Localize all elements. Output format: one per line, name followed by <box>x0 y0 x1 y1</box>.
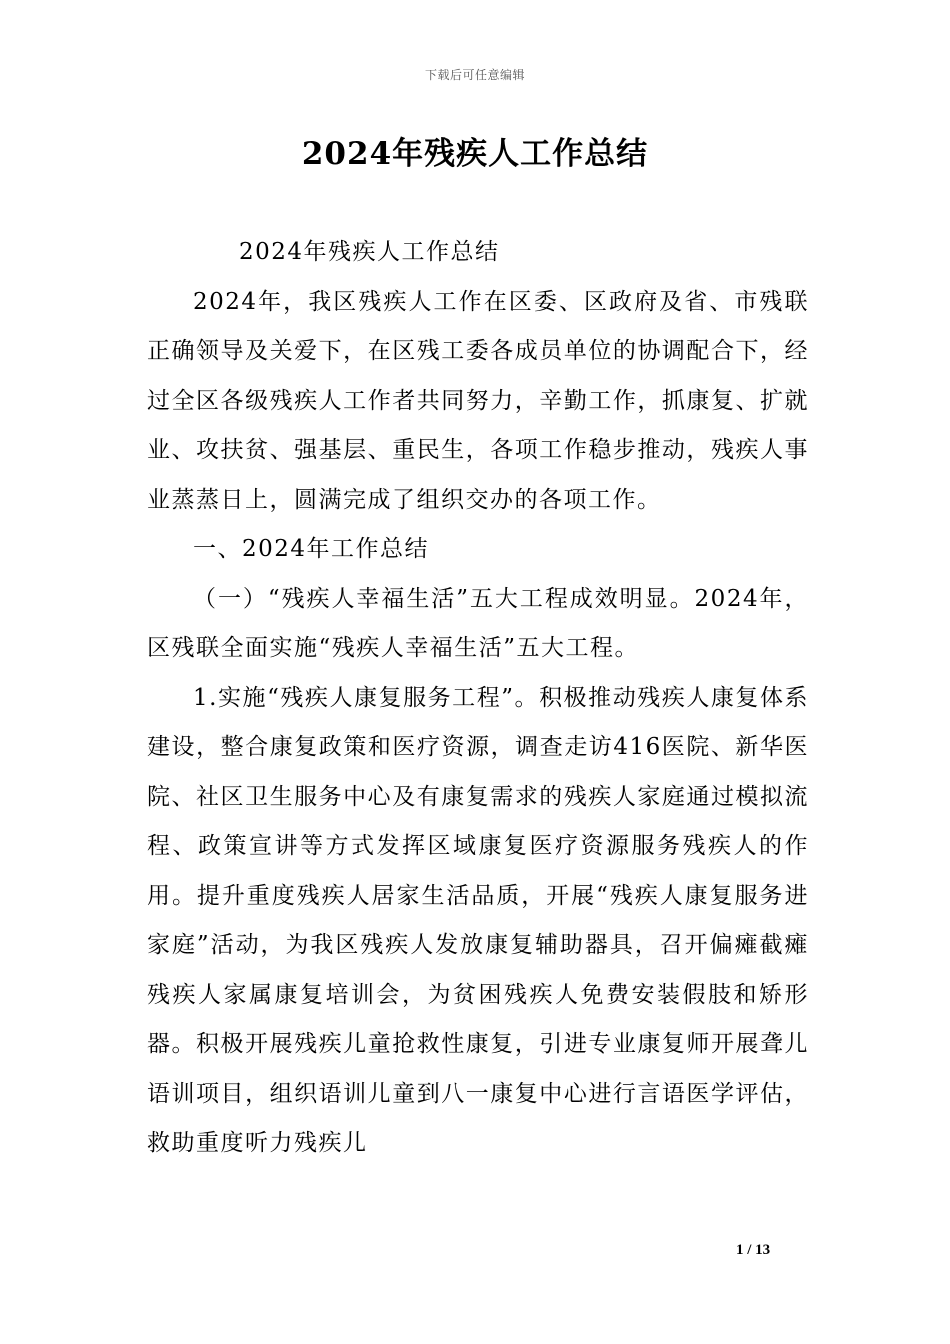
document-subtitle: 2024年残疾人工作总结 <box>239 239 500 265</box>
paragraph-intro: 2024年，我区残疾人工作在区委、区政府及省、市残联正确领导及关爱下，在区残工委各成员单位的协调配合下，经过全区各级残疾人工作者共同努力，辛勤工作，抓康复、扩就业、攻扶贫、强基层、重民生，各项工作稳步推动，残疾人事业蒸蒸日上，圆满完成了组织交办的各项工作。 <box>147 288 809 513</box>
header-note: 下载后可任意编辑 <box>424 68 525 82</box>
document-title: 2024年残疾人工作总结 <box>301 136 649 172</box>
subsection-heading: （一）“残疾人幸福生活”五大工程成效明显。2024年，区残联全面实施“残疾人幸福生活”五大工程。 <box>147 585 809 661</box>
page-number: 1 / 13 <box>736 1242 771 1258</box>
paragraph-rehab: 1.实施“残疾人康复服务工程”。积极推动残疾人康复体系建设，整合康复政策和医疗资源，调查走访416医院、新华医院、社区卫生服务中心及有康复需求的残疾人家庭通过模拟流程、政策宣讲等方式发挥区域康复医疗资源服务残疾人的作用。提升重度残疾人居家生活品质，开展“残疾人康复服务进家庭”活动，为我区残疾人发放康复辅助器具，召开偏瘫截瘫残疾人家属康复培训会，为贫困残疾人免费安装假肢和矫形器。积极开展残疾儿童抢救性康复，引进专业康复师开展聋儿语训项目，组织语训儿童到八一康复中心进行言语医学评估，救助重度听力残疾儿 <box>147 684 809 1156</box>
document-body <box>147 228 809 1169</box>
section-heading: 一、2024年工作总结 <box>193 536 430 562</box>
